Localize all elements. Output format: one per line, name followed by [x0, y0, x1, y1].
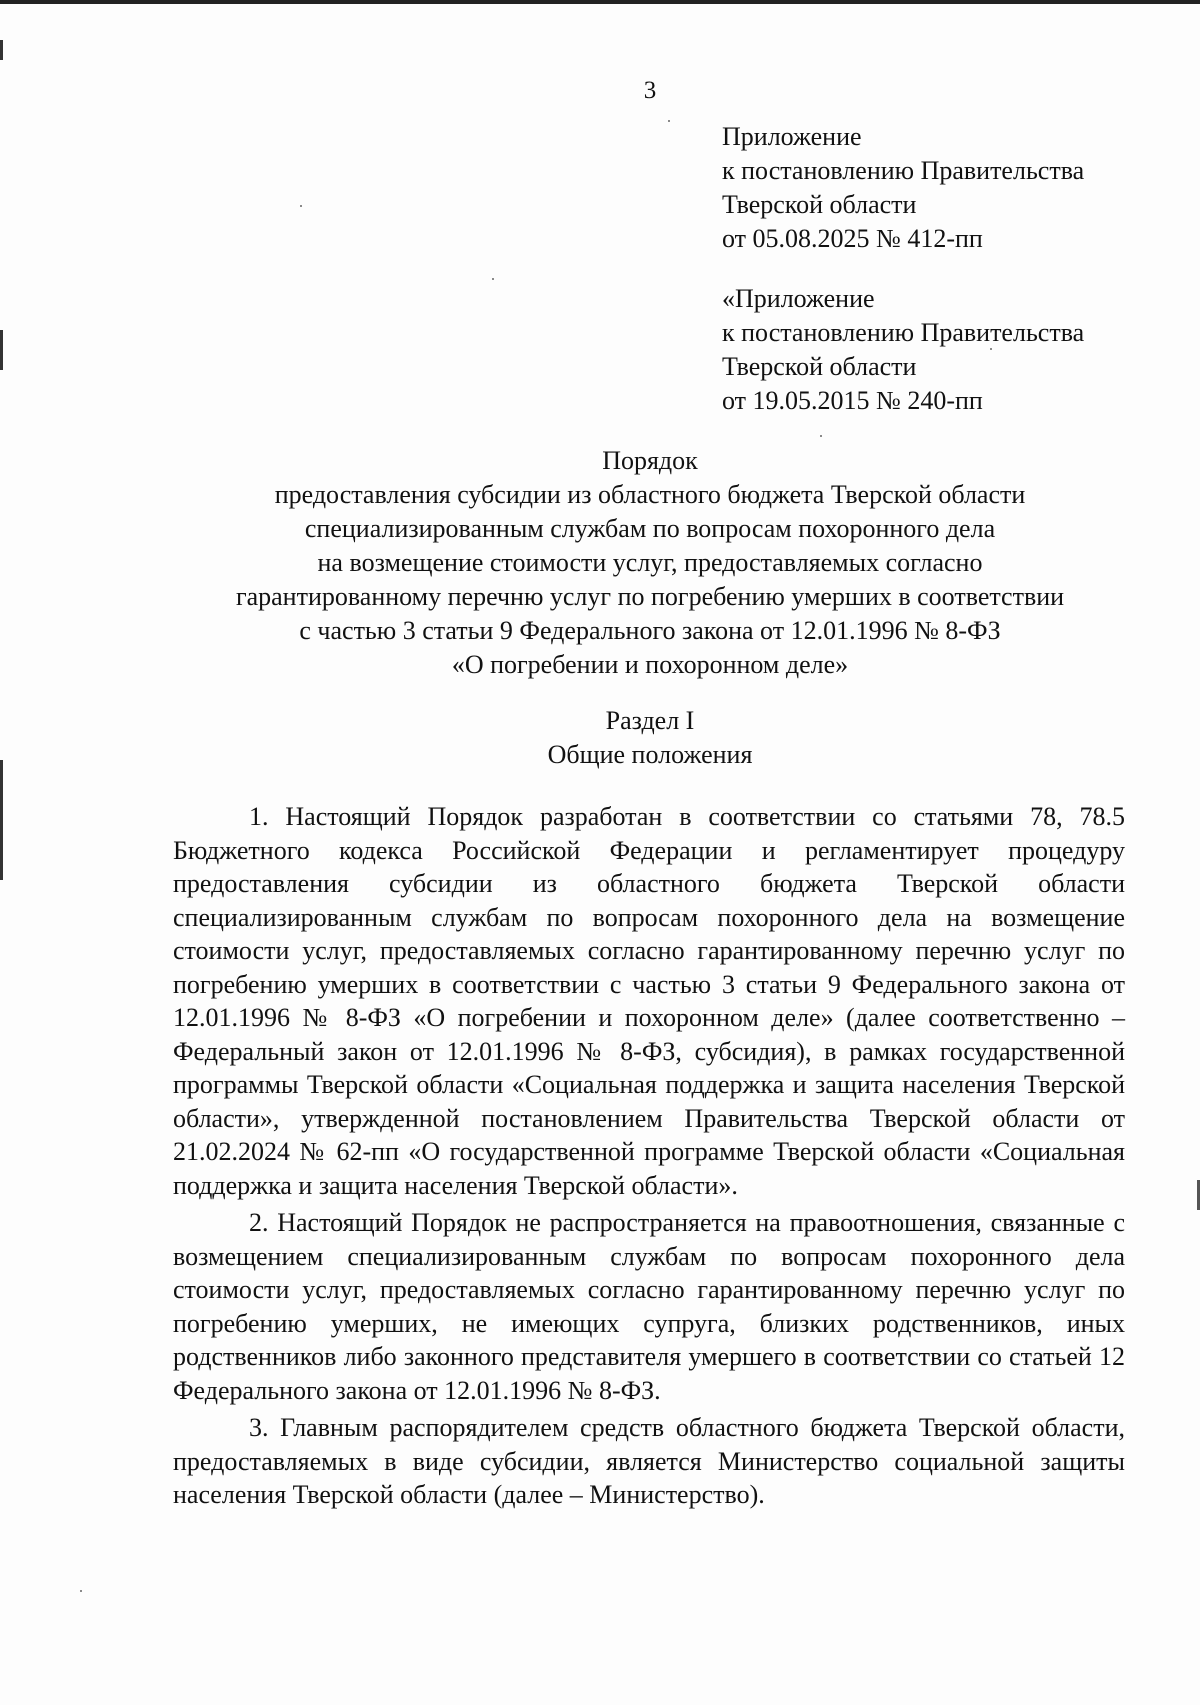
- attachment-header-previous: [722, 282, 1084, 418]
- scan-speck: [80, 1590, 82, 1592]
- page-number: 3: [643, 77, 657, 104]
- scan-edge-mark: [0, 760, 3, 880]
- scan-speck: [300, 205, 302, 207]
- title-line: предоставления субсидии из областного бюджета Тверской области: [274, 480, 1026, 509]
- title-line: специализированным службам по вопросам похоронного дела: [304, 514, 996, 543]
- scan-speck: [820, 435, 822, 437]
- attachment-line: к постановлению Правительства: [722, 318, 1085, 347]
- attachment-line: Тверской области: [722, 352, 917, 381]
- scan-top-edge: [0, 0, 1200, 4]
- attachment-line: к постановлению Правительства: [722, 156, 1085, 185]
- title-line: с частью 3 статьи 9 Федерального закона от 12.01.1996 № 8-ФЗ: [299, 616, 1001, 645]
- paragraph-3: 3. Главным распорядителем средств областного бюджета Тверской области, предоставляемых в виде субсидии, является Министерство социальной защиты населения Тверской области (далее – Министерство).: [173, 1413, 1125, 1509]
- attachment-line: от 05.08.2025 № 412-пп: [722, 224, 983, 253]
- section-number: Раздел I: [605, 706, 695, 735]
- attachment-line: Приложение: [722, 122, 862, 151]
- scan-edge-mark: [0, 40, 3, 60]
- attachment-line: «Приложение: [722, 284, 875, 313]
- section-name: Общие положения: [547, 740, 753, 769]
- paragraph-1: 1. Настоящий Порядок разработан в соответствии со статьями 78, 78.5 Бюджетного кодекса Российской Федерации и регламентирует процедуру предоставления субсидии из областного бюджета Тверской области специализированным службам по вопросам похоронного дела на возмещение стоимости услуг, предоставляемых согласно гарантированному перечню услуг по погребению умерших в соответствии с частью 3 статьи 9 Федерального закона от 12.01.1996 № 8-ФЗ «О погребении и похоронном деле» (далее соответственно – Федеральный закон от 12.01.1996 № 8-ФЗ, субсидия), в рамках государственной программы Тверской области «Социальная поддержка и защита населения Тверской области», утвержденной постановлением Правительства Тверской области от 21.02.2024 № 62-пп «О государственной программе Тверской области «Социальная поддержка и защита населения Тверской области».: [173, 802, 1125, 1200]
- document-title: [130, 444, 1170, 682]
- scan-speck: [668, 120, 670, 122]
- title-heading: Порядок: [602, 446, 698, 475]
- attachment-header-current: [722, 120, 1084, 256]
- document-body: [173, 800, 1125, 1516]
- title-line: «О погребении и похоронном деле»: [451, 650, 849, 679]
- section-heading: [130, 704, 1170, 772]
- attachment-line: от 19.05.2015 № 240-пп: [722, 386, 983, 415]
- title-line: гарантированному перечню услуг по погребению умерших в соответствии: [235, 582, 1065, 611]
- scan-edge-mark: [0, 330, 3, 370]
- attachment-line: Тверской области: [722, 190, 917, 219]
- title-line: на возмещение стоимости услуг, предоставляемых согласно: [317, 548, 983, 577]
- paragraph-2: 2. Настоящий Порядок не распространяется на правоотношения, связанные с возмещением специализированным службам по вопросам похоронного дела стоимости услуг, предоставляемых согласно гарантированному перечню услуг по погребению умерших, не имеющих супруга, близких родственников, иных родственников либо законного представителя умершего в соответствии со статьей 12 Федерального закона от 12.01.1996 № 8-ФЗ.: [173, 1208, 1125, 1405]
- scan-speck: [492, 278, 494, 280]
